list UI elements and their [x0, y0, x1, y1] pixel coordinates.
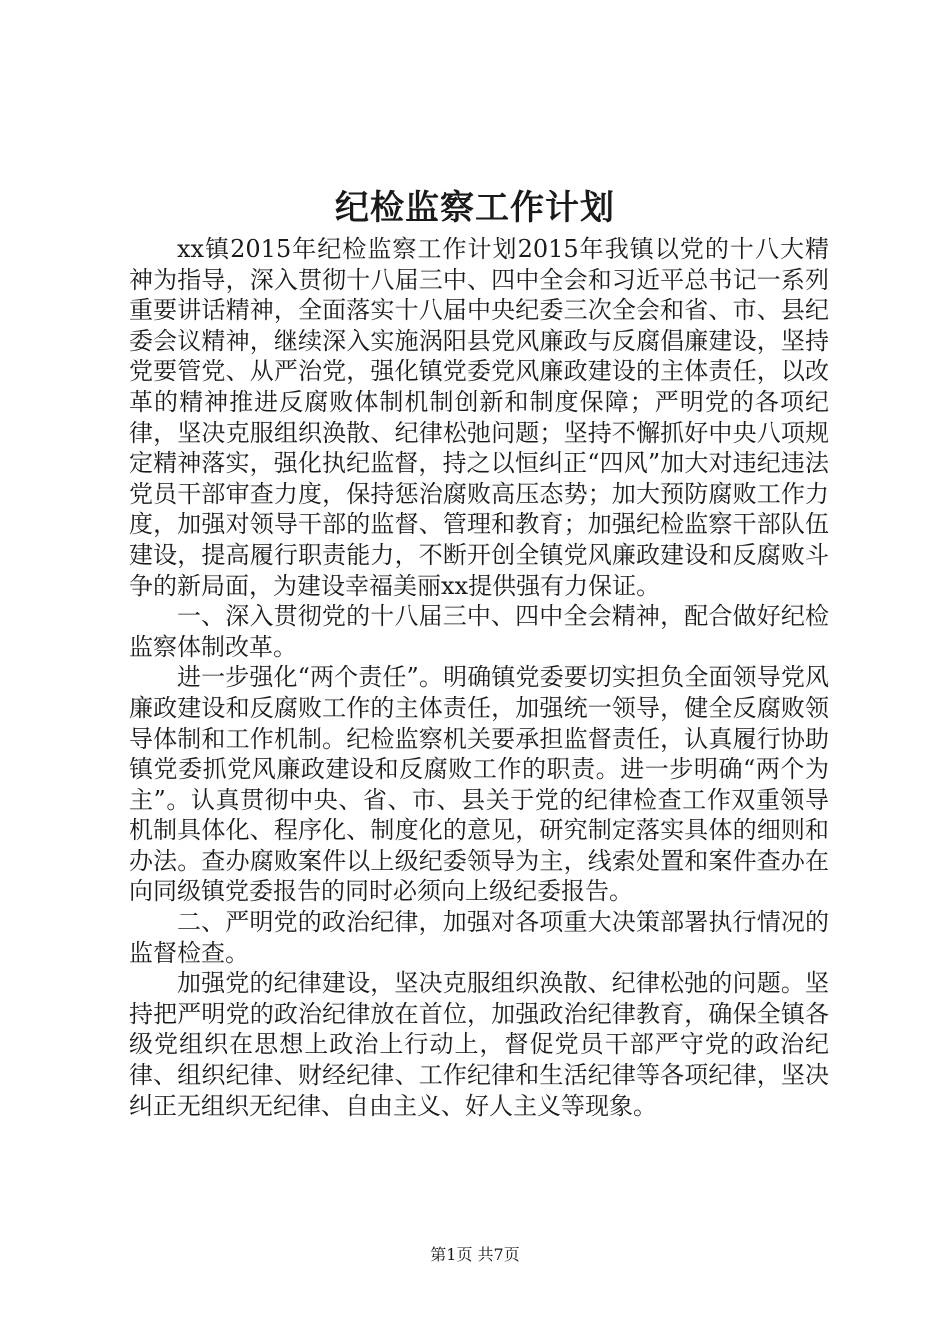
paragraph-intro: xx镇2015年纪检监察工作计划2015年我镇以党的十八大精神为指导，深入贯彻十八届三中、四中全会和习近平总书记一系列重要讲话精神，全面落实十八届中央纪委三次全会和省、市、县纪委会议精神，继续深入实施涡阳县党风廉政与反腐倡廉建设，坚持党要管党、从严治党，强化镇党委党风廉政建设的主体责任，以改革的精神推进反腐败体制机制创新和制度保障；严明党的各项纪律，坚决克服组织涣散、纪律松弛问题；坚持不懈抓好中央八项规定精神落实，强化执纪监督，持之以恒纠正“四风”加大对违纪违法党员干部审查力度，保持惩治腐败高压态势；加大预防腐败工作力度，加强对领导干部的监督、管理和教育；加强纪检监察干部队伍建设，提高履行职责能力，不断开创全镇党风廉政建设和反腐败斗争的新局面，为建设幸福美丽xx提供强有力保证。: [129, 235, 829, 600]
paragraph-section-1-body: 进一步强化“两个责任”。明确镇党委要切实担负全面领导党风廉政建设和反腐败工作的主体责任，加强统一领导，健全反腐败领导体制和工作机制。纪检监察机关要承担监督责任，认真履行协助镇党委抓党风廉政建设和反腐败工作的职责。进一步明确“两个为主”。认真贯彻中央、省、市、县关于党的纪律检查工作双重领导机制具体化、程序化、制度化的意见，研究制定落实具体的细则和办法。查办腐败案件以上级纪委领导为主，线索处置和案件查办在向同级镇党委报告的同时必须向上级纪委报告。: [129, 663, 829, 906]
document-title: 纪检监察工作计划: [335, 188, 615, 228]
page-number-footer: 第1页 共7页: [430, 1245, 520, 1264]
document-body: [129, 234, 829, 1121]
paragraph-section-2-body: 加强党的纪律建设，坚决克服组织涣散、纪律松弛的问题。坚持把严明党的政治纪律放在首位，加强政治纪律教育，确保全镇各级党组织在思想上政治上行动上，督促党员干部严守党的政治纪律、组织纪律、财经纪律、工作纪律和生活纪律等各项纪律，坚决纠正无组织无纪律、自由主义、好人主义等现象。: [129, 969, 829, 1120]
paragraph-section-1-heading: 一、深入贯彻党的十八届三中、四中全会精神，配合做好纪检监察体制改革。: [129, 602, 829, 661]
paragraph-section-2-heading: 二、严明党的政治纪律，加强对各项重大决策部署执行情况的监督检查。: [129, 908, 829, 967]
